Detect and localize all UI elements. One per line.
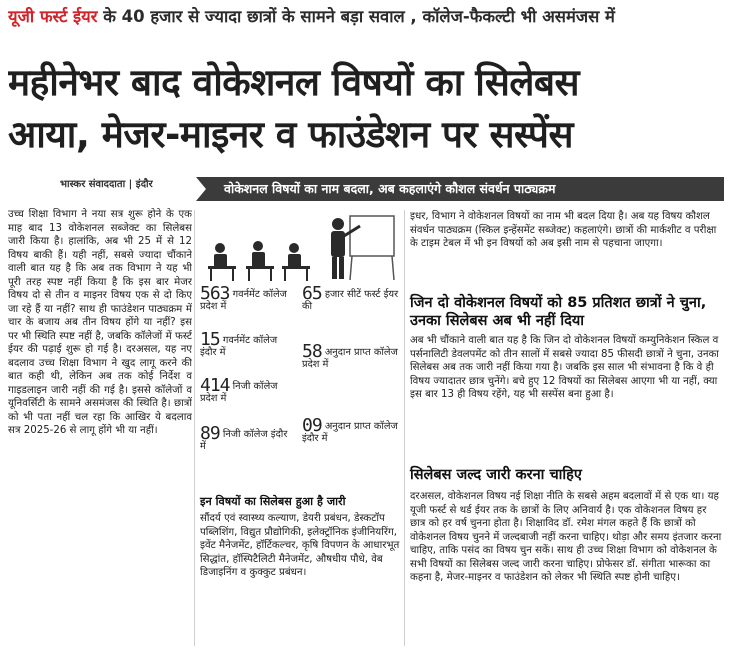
stat-number: 563	[200, 283, 230, 304]
column-divider	[194, 210, 195, 646]
stat-label: निजी कॉलेज प्रदेश में	[200, 381, 278, 404]
stat-block	[302, 415, 400, 445]
stat-block	[200, 375, 292, 405]
stat-number: 58	[302, 341, 322, 362]
column-3-para: दरअसल, वोकेशनल विषय नई शिक्षा नीति के सबसे अहम बदलावों में से एक था। यह यूजी फर्स्ट से थर्ड ईयर तक के छात्रों के लिए अनिवार्य है। एक वोकेशनल विषय हर छात्र को हर वर्ष चुनना होता है। शिक्षाविद डॉ. रमेश मंगल कहते हैं कि छात्रों को वोकेशनल विषय चुनने में जल्दबाजी नहीं करना चाहिए। थोड़ा और समय इंतजार करना चाहिए, ताकि पसंद का विषय चुन सकें। साथ ही उच्च शिक्षा विभाग को वोकेशनल के सभी विषयों का सिलेबस जल्द जारी करना चाहिए। प्रोफेसर डॉ. संगीता भारूका का कहना है, मेजर-माइनर व फाउंडेशन को लेकर भी स्थिति स्पष्ट होनी चाहिए।	[410, 491, 722, 583]
banner-strip: वोकेशनल विषयों का नाम बदला, अब कहलाएंगे कौशल संवर्धन पाठ्यक्रम	[196, 177, 724, 201]
stat-label: गवर्नमेंट कॉलेज इंदौर में	[200, 335, 278, 358]
stat-block	[200, 283, 292, 313]
stat-number: 09	[302, 415, 322, 436]
banner-notch	[196, 177, 206, 201]
stat-block	[200, 329, 292, 359]
stat-label: अनुदान प्राप्त कॉलेज प्रदेश में	[302, 347, 398, 370]
headline-line-1: महीनेभर बाद वोकेशनल विषयों का सिलेबस	[8, 61, 580, 104]
stat-label: अनुदान प्राप्त कॉलेज इंदौर में	[302, 421, 398, 444]
kicker-line	[8, 4, 724, 30]
column-3-para: अब भी चौंकाने वाली बात यह है कि जिन दो वोकेशनल विषयों कम्युनिकेशन स्किल व पर्सनालिटी डेवलपमेंट को तीन सालों में सबसे ज्यादा 85 फीसदी छात्रों ने चुना, उनका सिलेबस अब तक जारी नहीं किया गया है। जबकि इस साल भी संभावना है कि वे ही विषय ज्यादातर छात्र चुनेंगे। बचे हुए 12 विषयों का सिलेबस आएगा भी या नहीं, क्या इस बार 13 ही विषय रहेंगे, यह भी सस्पेंस बना हुआ है।	[410, 335, 719, 400]
stat-number: 414	[200, 375, 230, 396]
stat-block	[302, 283, 400, 313]
kicker-rest: के 40 हजार से ज्यादा छात्रों के सामने बड़ा सवाल , कॉलेज-फैकल्टी भी असमंजस में	[97, 7, 615, 26]
classroom-illustration	[200, 208, 400, 284]
stat-label: हजार सीटें फर्स्ट ईयर की	[302, 289, 399, 312]
section-heading: जिन दो वोकेशनल विषयों को 85 प्रतिशत छात्रों ने चुना, उनका सिलेबस अब भी नहीं दिया	[410, 295, 707, 329]
stat-label: गवर्नमेंट कॉलेज प्रदेश में	[200, 289, 287, 312]
stat-number: 15	[200, 329, 220, 350]
stat-number: 89	[200, 423, 220, 444]
stat-label: निजी कॉलेज इंदौर में	[200, 429, 288, 452]
column-3-intro: इधर, विभाग ने वोकेशनल विषयों का नाम भी बदल दिया है। अब यह विषय कौशल संवर्धन पाठ्यक्रम (स्किल इन्हेंसमेंट सब्जेक्ट) कहलाएंगे। छात्रों की मार्कशीट व परीक्षा के टाइम टेबल में भी इन विषयों को अब इसी नाम से पहचाना जाएगा।	[410, 211, 717, 249]
subjects-list: सौंदर्य एवं स्वास्थ्य कल्याण, डेयरी प्रबंधन, डेस्कटॉप पब्लिशिंग, विद्युत प्रौद्योगिकी, इलेक्ट्रॉनिक इंजीनियरिंग, इवेंट मैनेजमेंट, हॉर्टिकल्चर, कृषि विपणन के आधारभूत सिद्धांत, हॉस्पिटैलिटी मैनेजमेंट, औषधीय पौधे, वेब डिजाइनिंग व कुक्कुट प्रबंधन।	[200, 513, 400, 578]
kicker-highlight: यूजी फर्स्ट ईयर	[8, 7, 98, 26]
column-divider	[404, 210, 405, 646]
stat-block	[302, 341, 400, 371]
stat-number: 65	[302, 283, 322, 304]
stat-block	[200, 423, 292, 453]
byline: भास्कर संवाददाता | इंदौर	[60, 179, 153, 190]
section-heading: सिलेबस जल्द जारी करना चाहिए	[410, 467, 582, 483]
headline-line-2: आया, मेजर-माइनर व फाउंडेशन पर सस्पेंस	[8, 113, 573, 156]
subjects-heading: इन विषयों का सिलेबस हुआ है जारी	[200, 495, 346, 508]
column-1-body: उच्च शिक्षा विभाग ने नया सत्र शुरू होने के एक माह बाद 13 वोकेशनल सब्जेक्ट का सिलेबस जारी किया है। हालांकि, अब भी 25 में से 12 विषय बाकी हैं। यही नहीं, सबसे ज्यादा चौंकाने वाली बात यह है कि अब तक विभाग ने यह भी पूरी तरह स्पष्ट नहीं किया है कि इस बार मेजर विषय दो से तीन व माइनर विषय एक से दो किए जा रहे हैं या नहीं? साथ ही फाउंडेशन पाठ्यक्रम में चार के बजाय अब तीन विषय होंगे या नहीं? इस पर भी स्थिति स्पष्ट नहीं है, जबकि कॉलेजों में फर्स्ट ईयर की पढ़ाई शुरू हो गई है। दरअसल, यह नए बदलाव उच्च शिक्षा विभाग ने खुद लागू करने की बात कही थी, लेकिन अब तक कोई निर्देश व गाइडलाइन जारी नहीं की गई है। इससे कॉलेजों व यूनिवर्सिटी के सामने असमंजस की स्थिति है। छात्रों को भी पता नहीं चल रहा कि आखिर ये बदलाव सत्र 2025-26 से लागू होंगे भी या नहीं।	[8, 209, 192, 436]
